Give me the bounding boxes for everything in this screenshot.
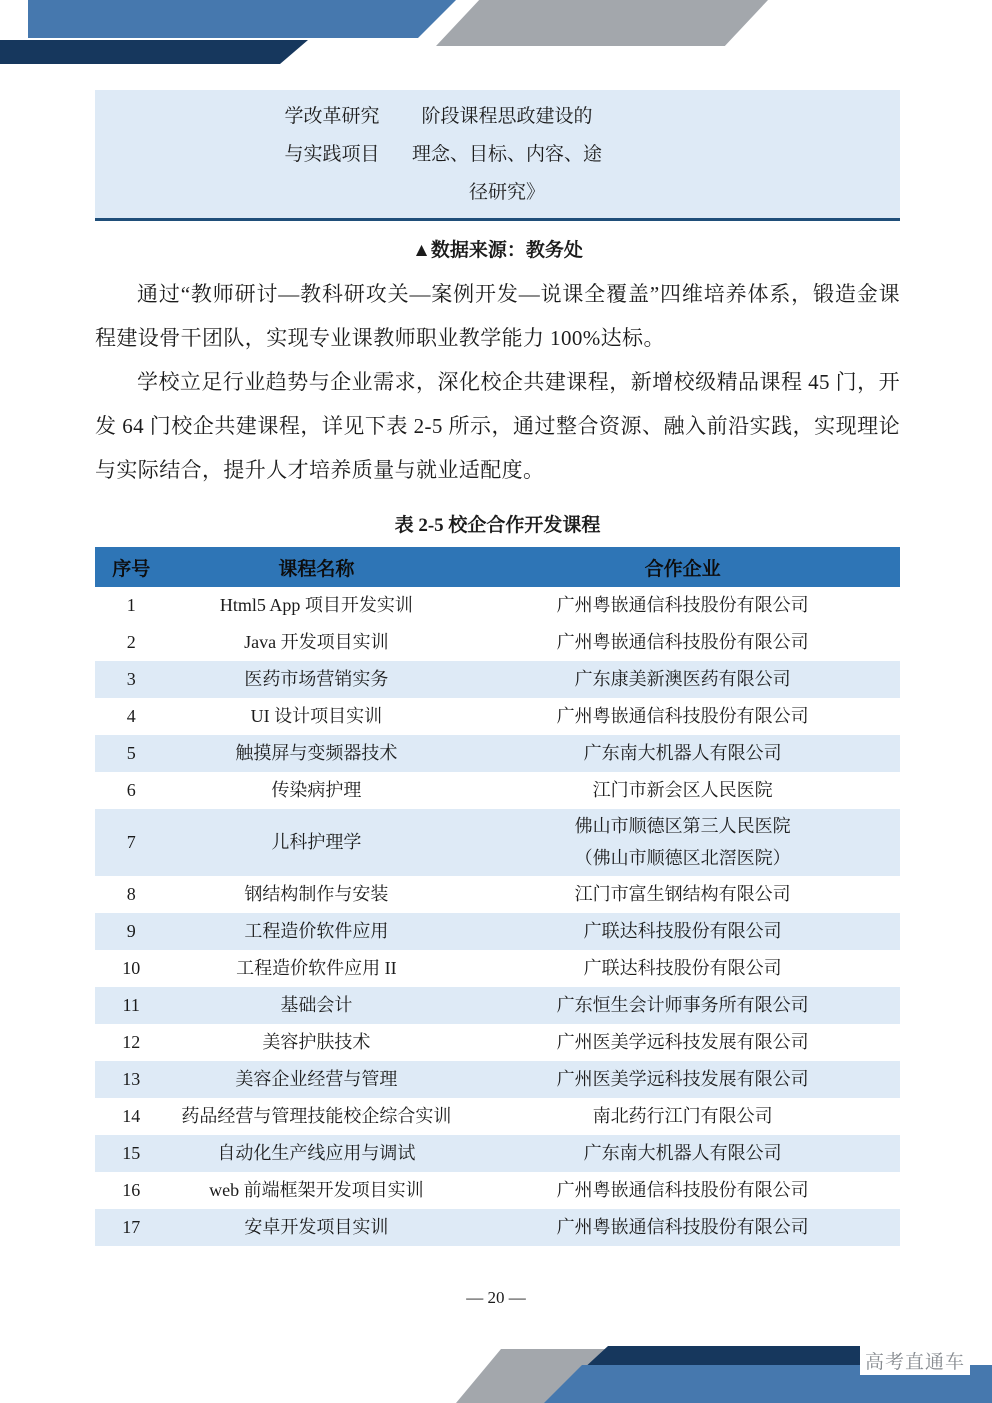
company-line: 广联达科技股份有限公司 bbox=[583, 920, 782, 941]
table-row bbox=[95, 1135, 900, 1172]
cell-no: 5 bbox=[126, 742, 136, 763]
company-line: 南北药行江门有限公司 bbox=[592, 1105, 773, 1126]
cell-course: 工程造价软件应用 II bbox=[236, 957, 397, 978]
cell-no: 7 bbox=[126, 831, 136, 852]
cell-course: 美容企业经营与管理 bbox=[235, 1068, 398, 1089]
cell-company bbox=[465, 1172, 900, 1209]
cell-course: 美容护肤技术 bbox=[262, 1031, 371, 1052]
cell-course: 钢结构制作与安装 bbox=[244, 883, 389, 904]
cell-course: 传染病护理 bbox=[271, 779, 362, 800]
company-line: 广州粤嵌通信科技股份有限公司 bbox=[556, 1216, 809, 1237]
cell-course: web 前端框架开发项目实训 bbox=[209, 1179, 424, 1200]
company-line: 广州粤嵌通信科技股份有限公司 bbox=[556, 1179, 809, 1200]
cell-company bbox=[465, 876, 900, 913]
cell-no: 12 bbox=[122, 1031, 141, 1052]
cell-no: 4 bbox=[126, 705, 136, 726]
cell-company bbox=[465, 661, 900, 698]
cell-no: 9 bbox=[126, 920, 136, 941]
table-row bbox=[95, 698, 900, 735]
page-number: — 20 — bbox=[466, 1288, 526, 1307]
fragment-line: 阶段课程思政建设的 bbox=[421, 106, 593, 127]
cell-no: 1 bbox=[126, 594, 136, 615]
company-line: 广东康美新澳医药有限公司 bbox=[574, 668, 791, 689]
company-line: 广州粤嵌通信科技股份有限公司 bbox=[556, 594, 809, 615]
cell-company bbox=[465, 772, 900, 809]
company-line: （佛山市顺德区北滘医院） bbox=[574, 847, 791, 868]
cell-no: 14 bbox=[122, 1105, 141, 1126]
cell-course: Html5 App 项目开发实训 bbox=[219, 594, 413, 615]
cell-company bbox=[465, 950, 900, 987]
company-line: 广州医美学远科技发展有限公司 bbox=[556, 1031, 809, 1052]
table-row bbox=[95, 1209, 900, 1246]
table-row bbox=[95, 735, 900, 772]
table-row bbox=[95, 1172, 900, 1209]
page-content bbox=[95, 90, 900, 1246]
cell-no: 11 bbox=[122, 994, 140, 1015]
company-line: 江门市富生钢结构有限公司 bbox=[574, 883, 791, 904]
cell-company bbox=[465, 735, 900, 772]
table-row bbox=[95, 661, 900, 698]
cell-company bbox=[465, 587, 900, 624]
course-table-header-row bbox=[95, 547, 900, 587]
cell-company bbox=[465, 809, 900, 876]
watermark-label: 高考直通车 bbox=[860, 1346, 970, 1375]
cell-company bbox=[465, 1024, 900, 1061]
cell-course: 医药市场营销实务 bbox=[244, 668, 389, 689]
data-source-caption: ▲数据来源：教务处 bbox=[412, 240, 583, 261]
course-table bbox=[95, 547, 900, 1246]
table-row bbox=[95, 987, 900, 1024]
header-blue-bar bbox=[28, 0, 456, 38]
header-cell-company: 合作企业 bbox=[465, 547, 900, 587]
cell-company bbox=[465, 1061, 900, 1098]
cell-course: UI 设计项目实训 bbox=[250, 705, 383, 726]
cell-no: 15 bbox=[122, 1142, 141, 1163]
fragment-line: 学改革研究 bbox=[284, 106, 380, 127]
header-gray-parallelogram bbox=[436, 0, 768, 46]
cell-no: 16 bbox=[122, 1179, 141, 1200]
fragment-project-column bbox=[267, 98, 397, 174]
cell-company bbox=[465, 1135, 900, 1172]
cell-no: 13 bbox=[122, 1068, 141, 1089]
company-line: 广东南大机器人有限公司 bbox=[583, 742, 782, 763]
fragment-line: 径研究》 bbox=[468, 182, 545, 203]
cell-company bbox=[465, 698, 900, 735]
paragraph-teacher-training: 通过“教师研讨—教科研攻关—案例开发—说课全覆盖”四维培养体系，锻造金课程建设骨干团队，实现专业课教师职业教学能力 100%达标。 bbox=[95, 282, 900, 350]
company-line: 佛山市顺德区第三人民医院 bbox=[574, 816, 791, 836]
cell-company bbox=[465, 1098, 900, 1135]
previous-table-fragment bbox=[95, 90, 900, 221]
company-line: 广东南大机器人有限公司 bbox=[583, 1142, 782, 1163]
cell-no: 3 bbox=[126, 668, 136, 689]
header-cell-no: 序号 bbox=[95, 547, 167, 587]
fragment-line: 理念、目标、内容、途 bbox=[411, 144, 602, 165]
cell-course: 安卓开发项目实训 bbox=[244, 1216, 389, 1237]
course-table-body bbox=[95, 587, 900, 1246]
course-table-title: 表 2-5 校企合作开发课程 bbox=[394, 515, 601, 536]
cell-course: 儿科护理学 bbox=[271, 831, 362, 852]
company-line: 江门市新会区人民医院 bbox=[592, 779, 773, 800]
table-row bbox=[95, 876, 900, 913]
table-row bbox=[95, 1024, 900, 1061]
table-row bbox=[95, 950, 900, 987]
table-row bbox=[95, 1061, 900, 1098]
company-line: 广联达科技股份有限公司 bbox=[583, 957, 782, 978]
cell-course: 触摸屏与变频器技术 bbox=[235, 742, 398, 763]
table-row bbox=[95, 913, 900, 950]
table-row bbox=[95, 1098, 900, 1135]
cell-no: 2 bbox=[126, 631, 136, 652]
company-line: 广州粤嵌通信科技股份有限公司 bbox=[556, 705, 809, 726]
cell-no: 6 bbox=[126, 779, 136, 800]
cell-course: Java 开发项目实训 bbox=[244, 631, 389, 652]
cell-company bbox=[465, 624, 900, 661]
cell-course: 基础会计 bbox=[280, 994, 353, 1015]
fragment-topic-column bbox=[397, 98, 617, 212]
table-row bbox=[95, 587, 900, 624]
company-line: 广东恒生会计师事务所有限公司 bbox=[556, 994, 809, 1015]
header-cell-course: 课程名称 bbox=[167, 547, 465, 587]
fragment-line: 与实践项目 bbox=[284, 144, 380, 165]
cell-company bbox=[465, 1209, 900, 1246]
cell-company bbox=[465, 913, 900, 950]
paragraph-school-enterprise-courses: 学校立足行业趋势与企业需求，深化校企共建课程，新增校级精品课程 45 门，开发 64 门校企共建课程，详见下表 2-5 所示，通过整合资源、融入前沿实践，实现理论与实际结合，提升人才培养质量与就业适配度。 bbox=[95, 370, 900, 482]
company-line: 广州医美学远科技发展有限公司 bbox=[556, 1068, 809, 1089]
company-line: 广州粤嵌通信科技股份有限公司 bbox=[556, 631, 809, 652]
cell-no: 10 bbox=[122, 957, 141, 978]
cell-company bbox=[465, 987, 900, 1024]
table-row bbox=[95, 772, 900, 809]
cell-course: 自动化生产线应用与调试 bbox=[217, 1142, 416, 1163]
cell-no: 8 bbox=[126, 883, 136, 904]
header-navy-bar bbox=[0, 40, 308, 64]
table-row bbox=[95, 624, 900, 661]
cell-course: 药品经营与管理技能校企综合实训 bbox=[181, 1105, 452, 1126]
table-row bbox=[95, 809, 900, 876]
cell-no: 17 bbox=[122, 1216, 141, 1237]
cell-course: 工程造价软件应用 bbox=[244, 920, 389, 941]
